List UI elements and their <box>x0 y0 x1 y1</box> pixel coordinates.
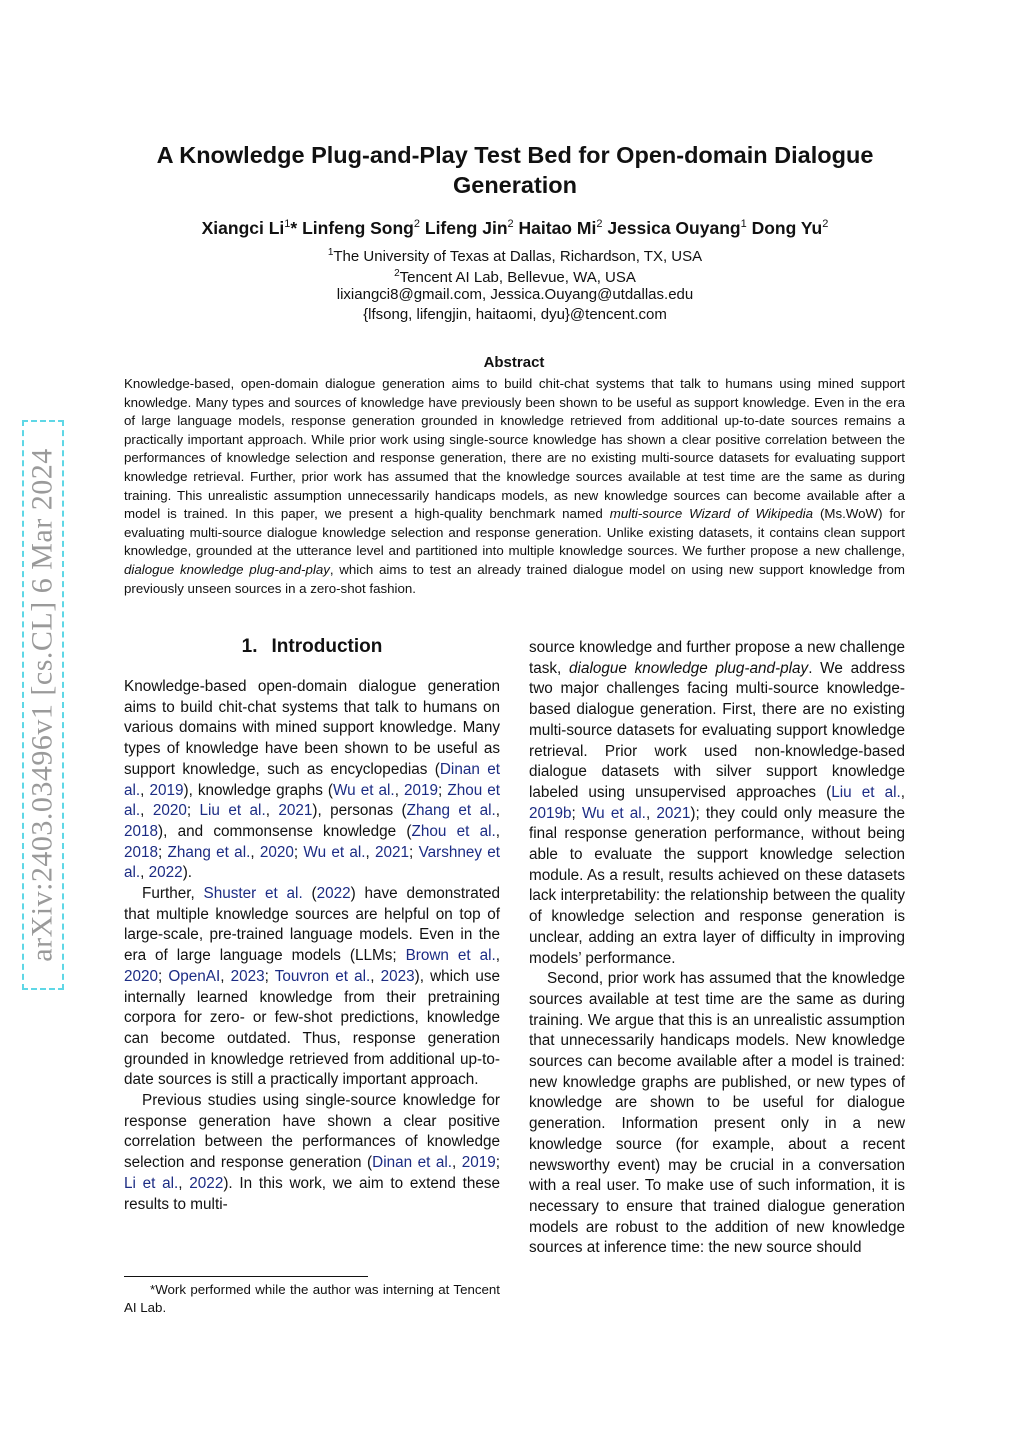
text-run: , <box>495 802 501 820</box>
citation-link[interactable]: Zhou et al. <box>411 822 496 840</box>
text-run: , <box>645 804 657 822</box>
text-run: ). <box>182 864 193 882</box>
citation-link[interactable]: Liu et al. <box>831 783 901 801</box>
citation-link[interactable]: 2019 <box>149 781 184 799</box>
text-run: ), which use internally learned knowledge from their pretraining corpora for zero- or few-shot predictions, knowledge can become outdated. Thus, response generation grounded in knowledge retrieved from additional up-to-date sources is still a practically important approach. <box>124 967 500 1089</box>
citation-link[interactable]: Varshney et al. <box>124 843 501 882</box>
affiliation-1: $^1$The University of Texas at Dallas, Richardson, TX, USA <box>327 247 703 265</box>
author-emails: {lfsong, lifengjin, haitaomi, dyu}@tencent.com <box>363 306 667 323</box>
citation-link[interactable]: Zhang et al. <box>167 843 251 861</box>
text-run: , <box>178 1174 190 1192</box>
text-run: ; <box>495 1154 500 1172</box>
citation-link[interactable]: 2022 <box>148 864 183 882</box>
author: Lifeng Jin$^2$ <box>424 218 514 238</box>
paragraph <box>124 677 500 884</box>
citation-link[interactable]: Zhou et al. <box>124 781 501 820</box>
text-run: ), knowledge graphs ( <box>183 781 333 799</box>
section-heading: 1. Introduction <box>241 636 383 657</box>
paragraph <box>124 884 500 1091</box>
text-run: , <box>495 822 500 840</box>
text-run: , <box>451 1154 462 1172</box>
citation-link[interactable]: Wu et al. <box>303 843 366 861</box>
text-run: ), and commonsense knowledge ( <box>158 822 412 840</box>
abstract-heading: Abstract <box>483 354 545 371</box>
author: Xiangci Li$^1$* <box>201 218 298 238</box>
text-run: ( <box>302 885 317 903</box>
text-run: Previous studies using single-source knowledge for response generation have shown a clear positive correlation between the performances of knowledge selection and response generation ( <box>124 1092 500 1172</box>
text-run: , <box>140 802 153 820</box>
text-run: ; <box>264 967 275 985</box>
citation-link[interactable]: Dinan et al. <box>124 760 500 799</box>
citation-link[interactable]: 2020 <box>124 967 159 985</box>
text-run: ) have demonstrated that multiple knowledge sources are helpful on top of large-scale, pre-trained language models. Even in the era of large language models (LLMs; <box>124 885 500 965</box>
text-run: dialogue knowledge plug-and-play <box>569 659 809 677</box>
text-run: ; <box>293 843 304 861</box>
text-run: , <box>394 781 404 799</box>
text-run: ). In this work, we aim to extend these results to multi- <box>124 1174 500 1213</box>
text-run: , <box>495 947 500 965</box>
citation-link[interactable]: Wu et al. <box>333 781 395 799</box>
author: Jessica Ouyang$^1$ <box>607 218 747 238</box>
text-run: , <box>370 967 381 985</box>
text-run: ; <box>409 843 419 861</box>
text-run: , <box>265 802 279 820</box>
text-run: ; <box>158 967 169 985</box>
citation-link[interactable]: 2021 <box>278 802 313 820</box>
text-run: , <box>220 967 231 985</box>
text-run: source knowledge and further propose a new challenge task, <box>529 639 905 677</box>
paper-title: A Knowledge Plug-and-Play Test Bed for Open-domain Dialogue Generation <box>156 142 874 198</box>
citation-link[interactable]: 2021 <box>375 843 410 861</box>
text-run: , <box>900 783 906 801</box>
citation-link[interactable]: 2022 <box>316 885 351 903</box>
text-run: Knowledge-based open-domain dialogue generation aims to build chit-chat systems that talk to humans on various domains with mined support knowledge. Many types of knowledge have been shown to be useful as support knowledge, such as encyclopedias ( <box>124 678 500 778</box>
citation-link[interactable]: 2023 <box>380 967 415 985</box>
citation-link[interactable]: Liu et al. <box>199 802 266 820</box>
citation-link[interactable]: 2021 <box>656 804 691 822</box>
author-list <box>100 218 930 239</box>
abstract-body: Knowledge-based, open-domain dialogue generation aims to build chit-chat systems that talk to humans using mined support knowledge. Many types and sources of knowledge have previously been shown to be useful as support knowledge. Even in the era of large language models, response generation grounded in knowledge retrieved from additional up-to-date sources remains a practically important approach. While prior work using single-source knowledge has shown a clear positive correlation between the performances of knowledge selection and response generation, there are no existing multi-source datasets for evaluating support knowledge retrieval. Further, prior work has assumed that the knowledge sources available at test time are the same as during training. This unrealistic assumption unnecessarily handicaps models, as new knowledge sources can become available after a model is trained. In this paper, we present a high-quality benchmark named multi-source Wizard of Wikipedia (Ms.WoW) for evaluating multi-source dialogue knowledge selection and response generation. Unlike existing datasets, it contains clean support knowledge, grounded at the utterance level and partitioned into multiple knowledge sources. We further propose a new challenge, dialogue knowledge plug-and-play, which aims to test an already trained dialogue model on using new support knowledge from previously unseen sources in a zero-shot fashion. <box>124 376 905 596</box>
author-emails: lixiangci8@gmail.com, Jessica.Ouyang@utdallas.edu <box>336 286 694 303</box>
affiliation-2: $^2$Tencent AI Lab, Bellevue, WA, USA <box>394 268 636 286</box>
text-run: ), personas ( <box>312 802 407 820</box>
text-run: , <box>140 864 149 882</box>
citation-link[interactable]: 2019b <box>529 804 572 822</box>
text-run: , <box>365 843 376 861</box>
citation-link[interactable]: Brown et al. <box>405 947 496 965</box>
text-run: ); they could only measure the final response generation performance, without being able to evaluate the support knowledge selection module. As a result, results achieved on these datasets lack interpretability: the relationship between the quality of knowledge selection and response generation is unclear, adding an extra layer of difficulty in improving models’ performance. <box>529 804 905 967</box>
paragraph <box>529 969 905 1259</box>
text-run: ; <box>186 802 200 820</box>
text-run: Second, prior work has assumed that the knowledge sources available at test time are the same as during training. We argue that this is an unrealistic assumption that unnecessarily handicaps models. New knowledge sources can become available after a model is trained: new knowledge graphs are published, or new types of knowledge are shown to be useful for dialogue generation. Information present only in a new knowledge source (for example, about a recent newsworthy event) may be crucial in a conversation with a real user. To make use of such information, it is necessary to ensure that trained dialogue generation models are robust to the addition of new knowledge sources at inference time: the new source should <box>529 970 905 1257</box>
citation-link[interactable]: Dinan et al. <box>372 1154 452 1172</box>
citation-link[interactable]: Li et al. <box>124 1174 179 1192</box>
citation-link[interactable]: 2019 <box>404 781 439 799</box>
arxiv-stamp <box>22 420 64 990</box>
citation-link[interactable]: 2018 <box>124 843 159 861</box>
author: Haitao Mi$^2$ <box>518 218 603 238</box>
citation-link[interactable]: 2018 <box>124 822 159 840</box>
footnote: *Work performed while the author was interning at Tencent AI Lab. <box>124 1282 500 1315</box>
citation-link[interactable]: 2023 <box>230 967 265 985</box>
text-run: , <box>250 843 260 861</box>
text-run: . We address two major challenges facing multi-source knowledge-based dialogue generation. First, there are no existing multi-source datasets for evaluating support knowledge retrieval. Prior work used non-knowledge-based dialogue datasets with silver support knowledge labeled using unsupervised approaches ( <box>529 659 905 801</box>
right-column <box>529 638 905 1259</box>
text-run: ; <box>571 804 582 822</box>
citation-link[interactable]: Touvron et al. <box>274 967 371 985</box>
arxiv-stamp-text: arXiv:2403.03496v1 [cs.CL] 6 Mar 2024 <box>26 448 59 962</box>
citation-link[interactable]: 2020 <box>152 802 187 820</box>
author: Linfeng Song$^2$ <box>302 218 420 238</box>
author: Dong Yu$^2$ <box>751 218 829 238</box>
text-run: Further, <box>142 885 204 903</box>
text-run: ; <box>158 843 168 861</box>
citation-link[interactable]: 2020 <box>259 843 294 861</box>
footnote-rule <box>124 1276 368 1277</box>
paragraph <box>529 638 905 969</box>
citation-link[interactable]: 2019 <box>461 1154 496 1172</box>
citation-link[interactable]: 2022 <box>189 1174 224 1192</box>
citation-link[interactable]: OpenAI <box>168 967 221 985</box>
citation-link[interactable]: Shuster et al. <box>203 885 303 903</box>
text-run: , <box>140 781 150 799</box>
citation-link[interactable]: Wu et al. <box>581 804 646 822</box>
text-run: ; <box>438 781 448 799</box>
paragraph <box>124 1091 500 1215</box>
citation-link[interactable]: Zhang et al. <box>406 802 496 820</box>
left-column <box>124 677 500 1215</box>
